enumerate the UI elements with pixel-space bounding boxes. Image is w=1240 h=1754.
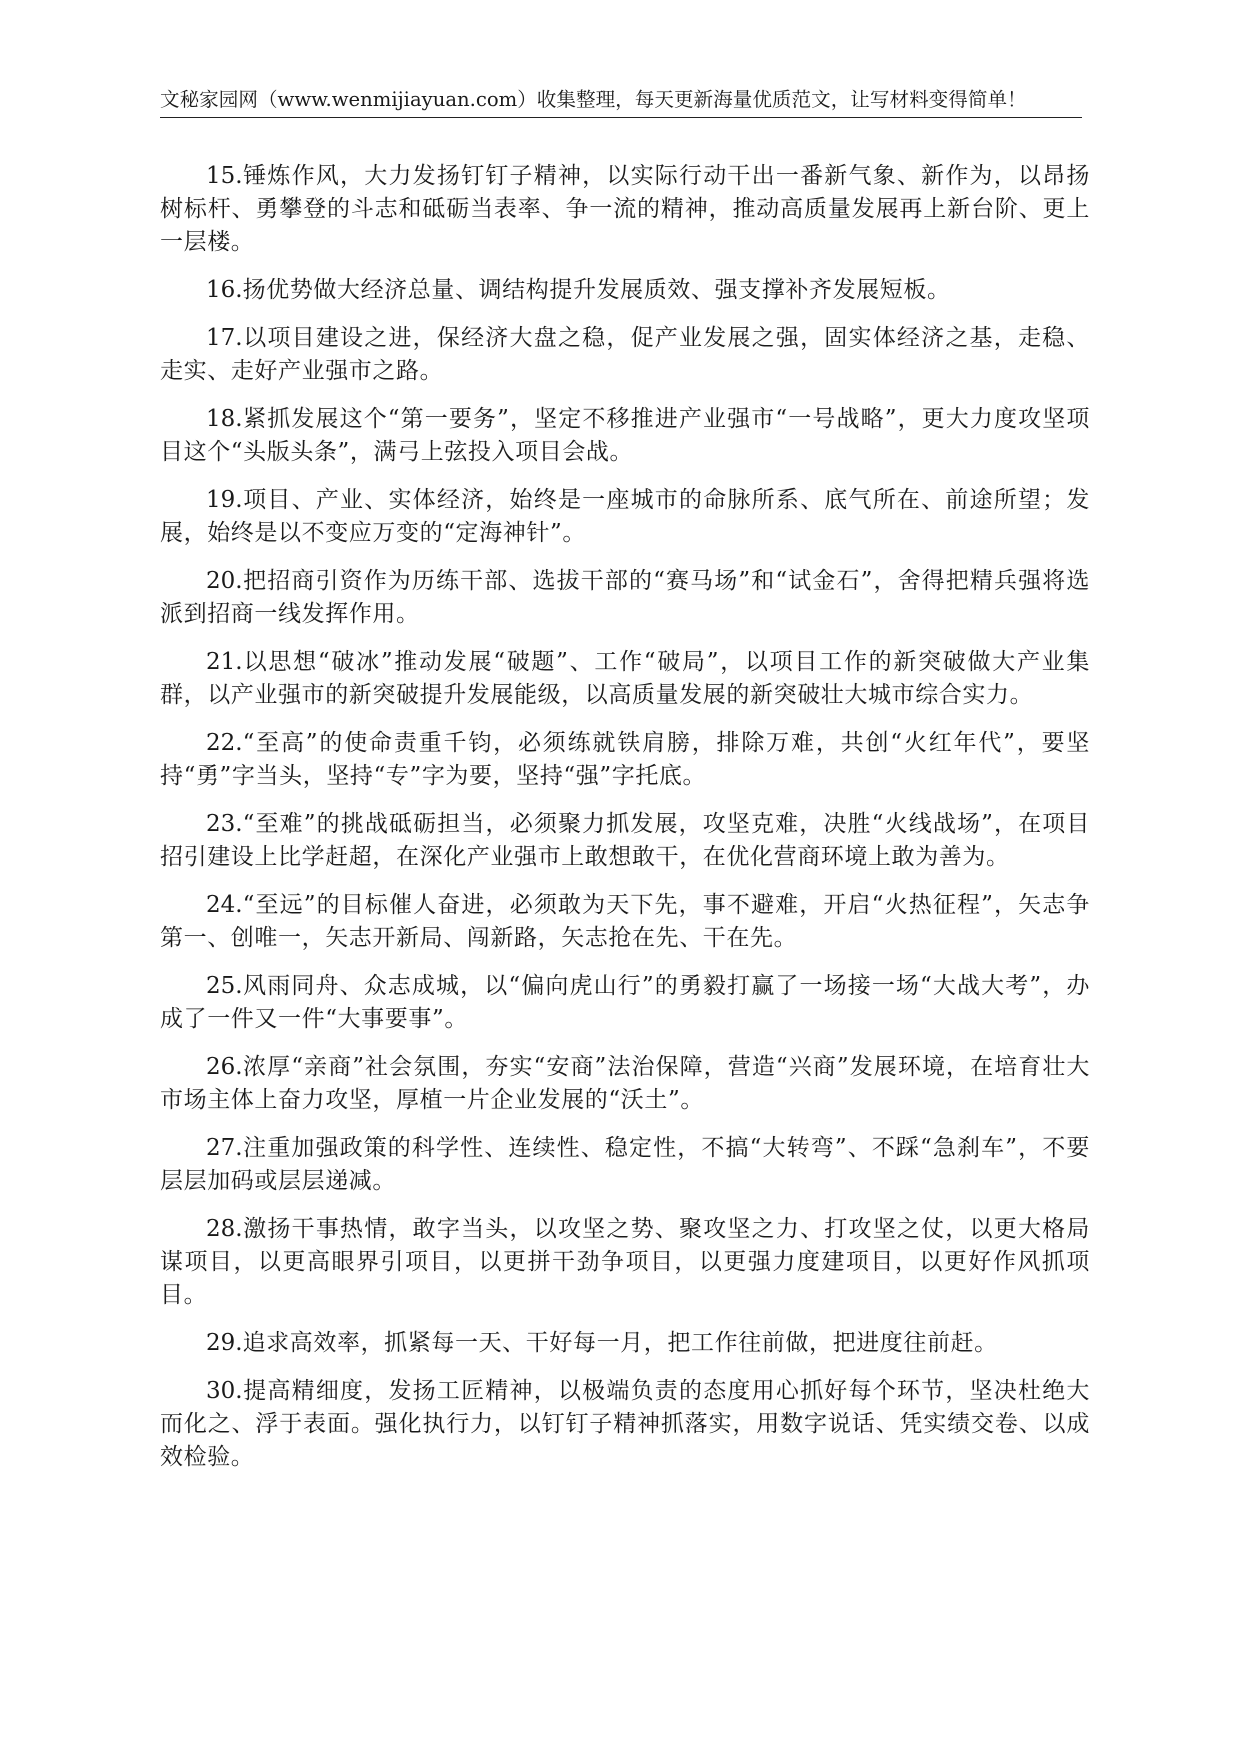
- paragraph-number: 23.: [206, 811, 243, 837]
- header-text: 文秘家园网（www.wenmijiayuan.com）收集整理，每天更新海量优质范文，让写材料变得简单！: [160, 88, 1027, 111]
- paragraph-number: 30.: [206, 1378, 243, 1404]
- paragraph-21: [160, 646, 1090, 712]
- paragraph-17: [160, 322, 1090, 388]
- paragraph-text: “至高”的使命责重千钧，必须练就铁肩膀，排除万难，共创“火红年代”，要坚持“勇”字当头，坚持“专”字为要，坚持“强”字托底。: [160, 730, 1090, 789]
- paragraph-text: 以思想“破冰”推动发展“破题”、工作“破局”，以项目工作的新突破做大产业集群，以产业强市的新突破提升发展能级，以高质量发展的新突破壮大城市综合实力。: [160, 649, 1090, 708]
- paragraph-27: [160, 1132, 1090, 1198]
- paragraph-number: 21.: [206, 649, 243, 675]
- paragraph-text: “至难”的挑战砥砺担当，必须聚力抓发展，攻坚克难，决胜“火线战场”，在项目招引建设上比学赶超，在深化产业强市上敢想敢干，在优化营商环境上敢为善为。: [160, 811, 1090, 870]
- paragraph-number: 19.: [206, 487, 243, 513]
- paragraph-number: 15.: [206, 163, 243, 189]
- paragraph-text: 追求高效率，抓紧每一天、干好每一月，把工作往前做，把进度往前赶。: [242, 1330, 998, 1356]
- paragraph-30: [160, 1375, 1090, 1474]
- paragraph-number: 26.: [206, 1054, 243, 1080]
- paragraph-15: [160, 160, 1090, 259]
- paragraph-28: [160, 1213, 1090, 1312]
- paragraph-text: “至远”的目标催人奋进，必须敢为天下先，事不避难，开启“火热征程”，矢志争第一、创唯一，矢志开新局、闯新路，矢志抢在先、干在先。: [160, 892, 1090, 951]
- paragraph-number: 24.: [206, 892, 243, 918]
- paragraph-29: [160, 1327, 1090, 1360]
- paragraph-number: 17.: [206, 325, 243, 351]
- paragraph-text: 风雨同舟、众志成城，以“偏向虎山行”的勇毅打赢了一场接一场“大战大考”，办成了一件又一件“大事要事”。: [160, 973, 1090, 1032]
- document-body: [160, 160, 1090, 1489]
- paragraph-26: [160, 1051, 1090, 1117]
- paragraph-24: [160, 889, 1090, 955]
- paragraph-23: [160, 808, 1090, 874]
- paragraph-text: 浓厚“亲商”社会氛围，夯实“安商”法治保障，营造“兴商”发展环境，在培育壮大市场主体上奋力攻坚，厚植一片企业发展的“沃土”。: [160, 1054, 1090, 1113]
- paragraph-text: 提高精细度，发扬工匠精神，以极端负责的态度用心抓好每个环节，坚决杜绝大而化之、浮于表面。强化执行力，以钉钉子精神抓落实，用数字说话、凭实绩交卷、以成效检验。: [160, 1378, 1090, 1470]
- paragraph-text: 紧抓发展这个“第一要务”，坚定不移推进产业强市“一号战略”，更大力度攻坚项目这个“头版头条”，满弓上弦投入项目会战。: [160, 406, 1090, 465]
- paragraph-text: 以项目建设之进，保经济大盘之稳，促产业发展之强，固实体经济之基，走稳、走实、走好产业强市之路。: [160, 325, 1090, 384]
- paragraph-number: 16.: [206, 277, 243, 303]
- paragraph-number: 22.: [206, 730, 243, 756]
- paragraph-number: 18.: [206, 406, 243, 432]
- paragraph-20: [160, 565, 1090, 631]
- paragraph-19: [160, 484, 1090, 550]
- paragraph-text: 注重加强政策的科学性、连续性、稳定性，不搞“大转弯”、不踩“急刹车”，不要层层加码或层层递减。: [160, 1135, 1090, 1194]
- paragraph-number: 20.: [206, 568, 243, 594]
- paragraph-text: 锤炼作风，大力发扬钉钉子精神，以实际行动干出一番新气象、新作为，以昂扬树标杆、勇攀登的斗志和砥砺当表率、争一流的精神，推动高质量发展再上新台阶、更上一层楼。: [160, 163, 1090, 255]
- paragraph-text: 扬优势做大经济总量、调结构提升发展质效、强支撑补齐发展短板。: [242, 277, 951, 303]
- paragraph-16: [160, 274, 1090, 307]
- paragraph-22: [160, 727, 1090, 793]
- paragraph-number: 25.: [206, 973, 243, 999]
- paragraph-18: [160, 403, 1090, 469]
- paragraph-number: 29.: [206, 1330, 243, 1356]
- paragraph-25: [160, 970, 1090, 1036]
- page-header: [160, 86, 1082, 118]
- paragraph-text: 激扬干事热情，敢字当头，以攻坚之势、聚攻坚之力、打攻坚之仗，以更大格局谋项目，以更高眼界引项目，以更拼干劲争项目，以更强力度建项目，以更好作风抓项目。: [160, 1216, 1090, 1308]
- paragraph-text: 项目、产业、实体经济，始终是一座城市的命脉所系、底气所在、前途所望；发展，始终是以不变应万变的“定海神针”。: [160, 487, 1090, 546]
- paragraph-text: 把招商引资作为历练干部、选拔干部的“赛马场”和“试金石”，舍得把精兵强将选派到招商一线发挥作用。: [160, 568, 1090, 627]
- paragraph-number: 27.: [206, 1135, 243, 1161]
- paragraph-number: 28.: [206, 1216, 243, 1242]
